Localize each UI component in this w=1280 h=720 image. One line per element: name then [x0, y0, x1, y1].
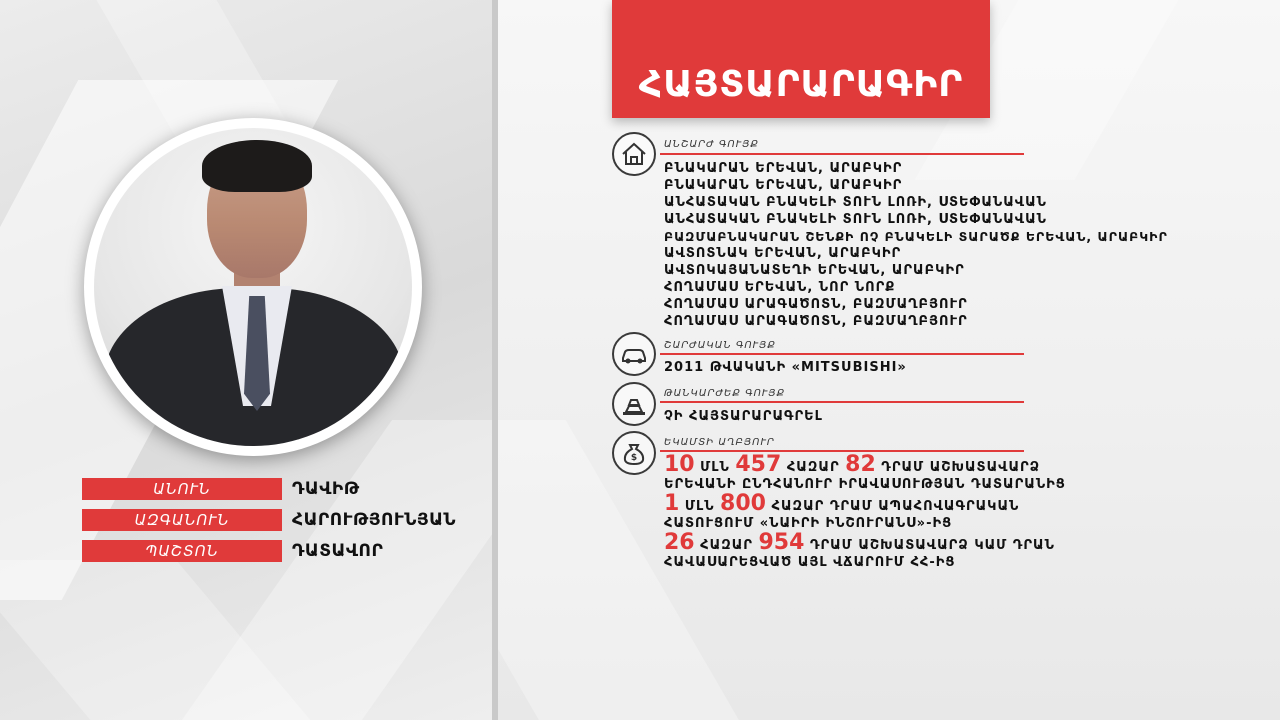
real-estate-item: ԱՎՏՈԿԱՅԱՆԱՏԵՂԻ ԵՐԵՎԱՆ, ԱՐԱԲԿԻՐ — [664, 263, 965, 278]
income-entry-3-source: ՀԱՎԱՍԱՐԵՑՎԱԾ ԱՅԼ ՎՃԱՐՈՒՄ ՀՀ-ԻՑ — [664, 555, 956, 570]
name-value: ԴԱՎԻԹ — [292, 479, 360, 499]
income-entry-1-source: ԵՐԵՎԱՆԻ ԸՆԴՀԱՆՈՒՐ ԻՐԱՎԱՍՈՒԹՅԱՆ ԴԱՏԱՐԱՆԻՑ — [664, 477, 1066, 492]
car-icon — [612, 332, 656, 376]
income-number: 26 — [664, 530, 695, 555]
income-number: 1 — [664, 491, 680, 516]
real-estate-item: ՀՈՂԱՄԱՍ ԱՐԱԳԱԾՈՏՆ, ԲԱԶՄԱՂԲՅՈՒՐ — [664, 297, 968, 312]
income-label: ԵԿԱՄՏԻ ԱՂԲՅՈՒՐ — [664, 437, 775, 448]
income-text: ՀԱԶԱՐ ԴՐԱՄ ԱՊԱՀՈՎԱԳՐԱԿԱՆ — [765, 499, 1020, 514]
income-number: 82 — [845, 452, 876, 477]
income-text: ՄԼՆ — [694, 460, 736, 475]
real-estate-item: ԲՆԱԿԱՐԱՆ ԵՐԵՎԱՆ, ԱՐԱԲԿԻՐ — [664, 178, 903, 193]
income-text: ՀԱԶԱՐ — [694, 538, 759, 553]
movable-rule — [660, 353, 1024, 355]
valuables-label: ԹԱՆԿԱՐԺԵՔ ԳՈՒՅՔ — [664, 388, 786, 399]
surname-label: ԱԶԳԱՆՈՒՆ — [82, 509, 282, 531]
svg-text:$: $ — [630, 453, 638, 463]
income-entry-3 — [664, 532, 1264, 554]
income-rule — [660, 450, 1024, 452]
page-title: ՀԱՅՏԱՐԱՐԱԳԻՐ — [638, 64, 964, 105]
movable-label: ՇԱՐԺԱԿԱՆ ԳՈՒՅՔ — [664, 340, 776, 351]
real-estate-rule — [660, 153, 1024, 155]
income-text: ՄԼՆ — [679, 499, 721, 514]
header-banner — [612, 0, 990, 118]
real-estate-item: ԱՆՀԱՏԱԿԱՆ ԲՆԱԿԵԼԻ ՏՈՒՆ ԼՈՌԻ, ՍՏԵՓԱՆԱՎԱՆ — [664, 195, 1047, 210]
position-label: ՊԱՇՏՈՆ — [82, 540, 282, 562]
income-entry-1 — [664, 454, 1264, 476]
income-number: 954 — [758, 530, 805, 555]
name-label: ԱՆՈՒՆ — [82, 478, 282, 500]
real-estate-item: ՀՈՂԱՄԱՍ ԵՐԵՎԱՆ, ՆՈՐ ՆՈՐՔ — [664, 280, 896, 295]
real-estate-item: ՀՈՂԱՄԱՍ ԱՐԱԳԱԾՈՏՆ, ԲԱԶՄԱՂԲՅՈՒՐ — [664, 314, 968, 329]
income-number: 457 — [735, 452, 782, 477]
movable-item: 2011 ԹՎԱԿԱՆԻ «MITSUBISHI» — [664, 360, 907, 375]
position-value: ԴԱՏԱՎՈՐ — [292, 541, 384, 561]
money-bag-icon — [612, 431, 656, 475]
income-entry-2-source: ՀԱՏՈՒՑՈՒՄ «ՆԱԻՐԻ ԻՆՇՈՒՐԱՆՍ»-ԻՑ — [664, 516, 953, 531]
surname-value: ՀԱՐՈՒԹՅՈՒՆՅԱՆ — [292, 510, 457, 530]
valuables-item: ՉԻ ՀԱՅՏԱՐԱՐԱԳՐԵԼ — [664, 409, 823, 424]
house-icon — [612, 132, 656, 176]
income-text: ՀԱԶԱՐ — [781, 460, 846, 475]
income-list — [664, 454, 1264, 571]
income-text: ԴՐԱՄ ԱՇԽԱՏԱՎԱՐՁ — [875, 460, 1041, 475]
real-estate-item: ԱՎՏՈՏՆԱԿ ԵՐԵՎԱՆ, ԱՐԱԲԿԻՐ — [664, 246, 902, 261]
income-entry-2 — [664, 493, 1264, 515]
real-estate-item: ԱՆՀԱՏԱԿԱՆ ԲՆԱԿԵԼԻ ՏՈՒՆ ԼՈՌԻ, ՍՏԵՓԱՆԱՎԱՆ — [664, 212, 1047, 227]
real-estate-item: ԲՆԱԿԱՐԱՆ ԵՐԵՎԱՆ, ԱՐԱԲԿԻՐ — [664, 161, 903, 176]
income-text: ԴՐԱՄ ԱՇԽԱՏԱՎԱՐՁ ԿԱՄ ԴՐԱՆ — [804, 538, 1055, 553]
income-number: 10 — [664, 452, 695, 477]
income-number: 800 — [720, 491, 766, 516]
gold-bars-icon — [612, 382, 656, 426]
real-estate-item: ԲԱԶՄԱԲՆԱԿԱՐԱՆ ՇԵՆՔԻ ՈՉ ԲՆԱԿԵԼԻ ՏԱՐԱԾՔ ԵՐԵՎԱՆ, ԱՐԱԲԿԻՐ — [664, 229, 1168, 244]
valuables-rule — [660, 401, 1024, 403]
real-estate-label: ԱՆՇԱՐԺ ԳՈՒՅՔ — [664, 139, 759, 150]
portrait-photo — [84, 118, 422, 456]
